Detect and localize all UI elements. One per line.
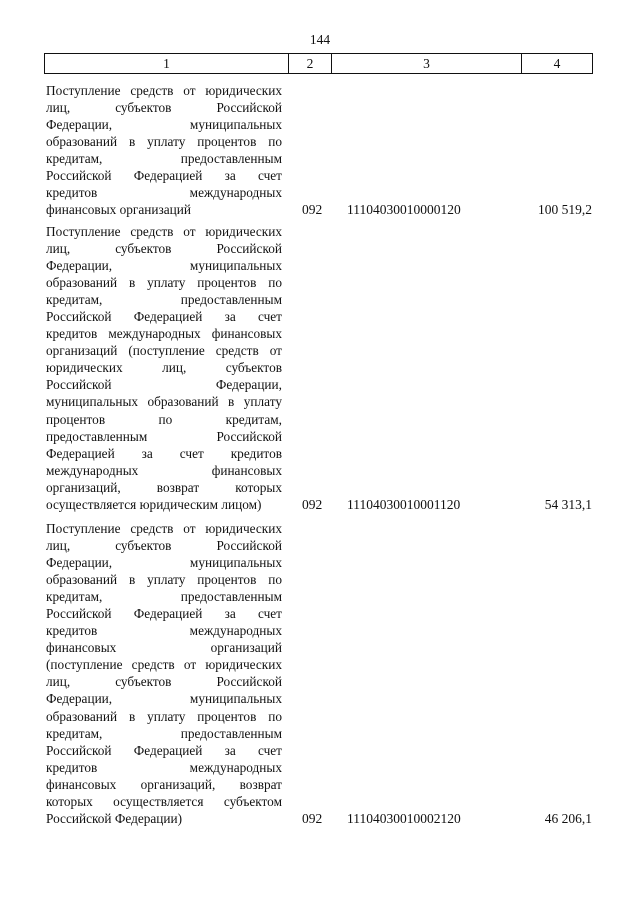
header-cell-2: 2 <box>289 54 332 73</box>
description-line: процентов по кредитам, <box>46 411 282 427</box>
row-kbk: 11104030010002120 <box>347 810 461 826</box>
description-line: Федерации, муниципальных <box>46 691 282 707</box>
description-line: юридических лиц, субъектов <box>46 360 282 376</box>
description-line: образований в уплату процентов по <box>46 275 282 291</box>
row-sum: 46 206,1 <box>544 810 592 826</box>
description-line: организаций (поступление средств от <box>46 343 282 359</box>
description-line: образований в уплату процентов по <box>46 134 282 150</box>
description-line: Поступление средств от юридических <box>46 521 282 536</box>
description-line: лиц, субъектов Российской <box>46 241 282 257</box>
table-row <box>46 223 594 513</box>
description-line: Российской Федерацией за счет <box>46 309 282 325</box>
description-line: финансовых организаций <box>46 640 282 656</box>
description-line: Российской Федерацией за счет <box>46 606 282 622</box>
table-row <box>46 520 594 827</box>
description-line: кредитам, предоставленным <box>46 151 282 167</box>
row-code: 092 <box>302 810 323 826</box>
description-line: кредитам, предоставленным <box>46 725 282 741</box>
table-row <box>46 82 594 218</box>
description-line: предоставленным Российской <box>46 428 282 444</box>
header-cell-4: 4 <box>553 56 561 71</box>
description-line: Федерацией за счет кредитов <box>46 445 282 461</box>
description-line: кредитов международных <box>46 759 282 775</box>
description-line: муниципальных образований в уплату <box>46 394 282 410</box>
description-line: финансовых организаций <box>46 202 191 218</box>
row-sum: 54 313,1 <box>544 496 592 512</box>
description-line: Федерации, муниципальных <box>46 117 282 133</box>
row-code: 092 <box>302 496 323 512</box>
description-line: Поступление средств от юридических <box>46 224 282 239</box>
description-line: международных финансовых <box>46 462 282 478</box>
description-line: образований в уплату процентов по <box>46 708 282 724</box>
description-line: кредитов международных <box>46 623 282 639</box>
description-line: лиц, субъектов Российской <box>46 100 282 116</box>
description-line: лиц, субъектов Российской <box>46 674 282 690</box>
row-description <box>46 520 282 827</box>
description-line: Поступление средств от юридических <box>46 83 282 98</box>
table-header <box>44 53 593 74</box>
row-description <box>46 223 282 513</box>
row-description <box>46 82 282 218</box>
header-cell-3: 3 <box>332 54 522 73</box>
description-line: кредитам, предоставленным <box>46 589 282 605</box>
row-kbk: 11104030010000120 <box>347 202 461 218</box>
page-number: 144 <box>309 32 331 47</box>
description-line: Федерации, муниципальных <box>46 555 282 571</box>
description-line: кредитов международных финансовых <box>46 326 282 342</box>
description-line: (поступление средств от юридических <box>46 657 282 673</box>
description-line: которых осуществляется субъектом <box>46 793 282 809</box>
description-line: организаций, возврат которых <box>46 479 282 495</box>
row-sum: 100 519,2 <box>538 202 592 218</box>
row-code: 092 <box>302 202 323 218</box>
description-line: лиц, субъектов Российской <box>46 538 282 554</box>
description-line: Российской Федерацией за счет <box>46 742 282 758</box>
description-line: образований в уплату процентов по <box>46 572 282 588</box>
description-line: финансовых организаций, возврат <box>46 776 282 792</box>
description-line: Федерации, муниципальных <box>46 258 282 274</box>
description-line: осуществляется юридическим лицом) <box>46 496 262 512</box>
description-line: Российской Федерации, <box>46 377 282 393</box>
row-kbk: 11104030010001120 <box>347 496 461 512</box>
description-line: кредитам, предоставленным <box>46 292 282 308</box>
description-line: Российской Федерацией за счет <box>46 168 282 184</box>
description-line: кредитов международных <box>46 185 282 201</box>
header-cell-1: 1 <box>45 54 289 73</box>
description-line: Российской Федерации) <box>46 810 183 826</box>
